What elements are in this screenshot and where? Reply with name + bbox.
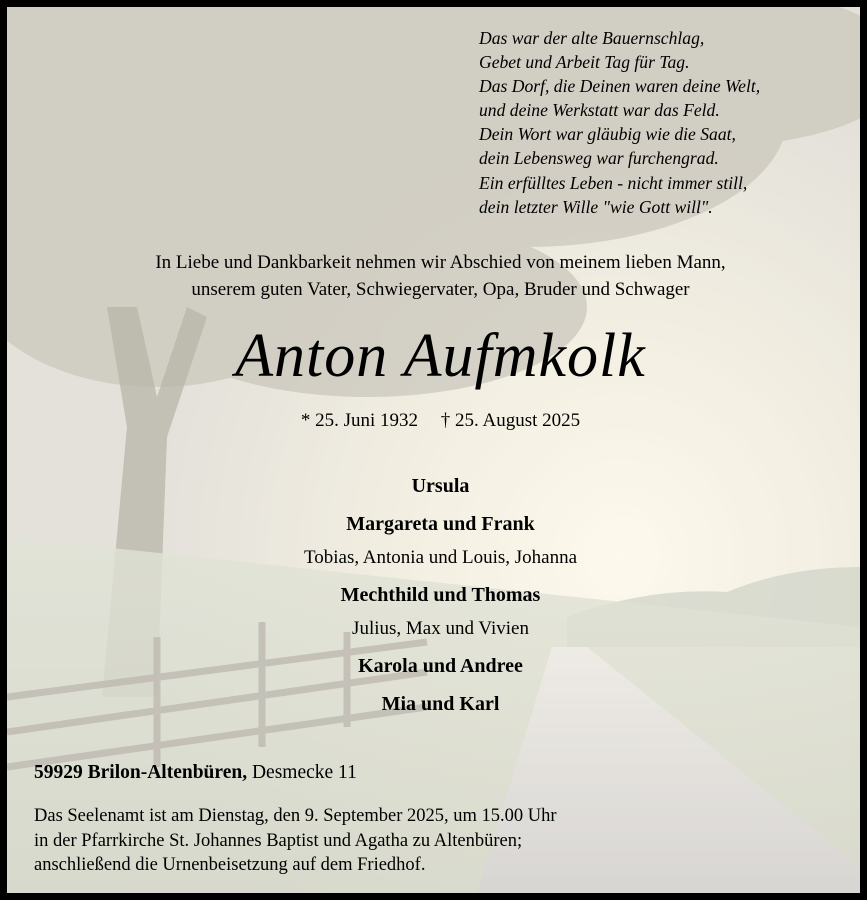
intro-text: [7, 249, 867, 303]
deceased-name: Anton Aufmkolk: [235, 322, 646, 390]
mourner-name: Ursula: [411, 475, 470, 497]
poem-line: Das war der alte Bauernschlag,: [479, 28, 705, 48]
life-dates: [7, 410, 867, 432]
address: [34, 762, 357, 784]
service-line: in der Pfarrkirche St. Johannes Baptist und Agatha zu Altenbüren;: [34, 830, 523, 851]
poem-line: dein letzter Wille "wie Gott will".: [479, 196, 713, 217]
birth-date: * 25. Juni 1932: [300, 410, 419, 431]
poem: [479, 26, 760, 219]
poem-line: Dein Wort war gläubig wie die Saat,: [479, 124, 736, 145]
poem-line: Das Dorf, die Deinen waren deine Welt,: [479, 76, 761, 97]
poem-line: dein Lebensweg war furchengrad.: [479, 148, 719, 169]
mourner-name: Tobias, Antonia und Louis, Johanna: [303, 547, 578, 568]
service-line: anschließend die Urnenbeisetzung auf dem Friedhof.: [34, 855, 426, 875]
mourner-name: Julius, Max und Vivien: [352, 618, 529, 639]
mourner-name: Karola und Andree: [358, 655, 523, 677]
intro-line: unserem guten Vater, Schwiegervater, Opa, Bruder und Schwager: [191, 279, 690, 300]
death-date: † 25. August 2025: [440, 410, 581, 431]
mourner-name: Mia und Karl: [381, 693, 500, 715]
intro-line: In Liebe und Dankbarkeit nehmen wir Abschied von meinem lieben Mann,: [155, 252, 726, 273]
service-line: Das Seelenamt ist am Dienstag, den 9. September 2025, um 15.00 Uhr: [34, 806, 557, 826]
mourner-name: Margareta und Frank: [346, 513, 535, 535]
service-info: [34, 804, 557, 878]
mourner-name: Mechthild und Thomas: [340, 584, 541, 606]
address-street: Desmecke 11: [251, 762, 357, 783]
poem-line: Gebet und Arbeit Tag für Tag.: [479, 52, 690, 73]
poem-line: und deine Werkstatt war das Feld.: [479, 100, 720, 121]
address-city: 59929 Brilon-Altenbüren,: [34, 762, 248, 783]
poem-line: Ein erfülltes Leben - nicht immer still,: [479, 172, 748, 193]
